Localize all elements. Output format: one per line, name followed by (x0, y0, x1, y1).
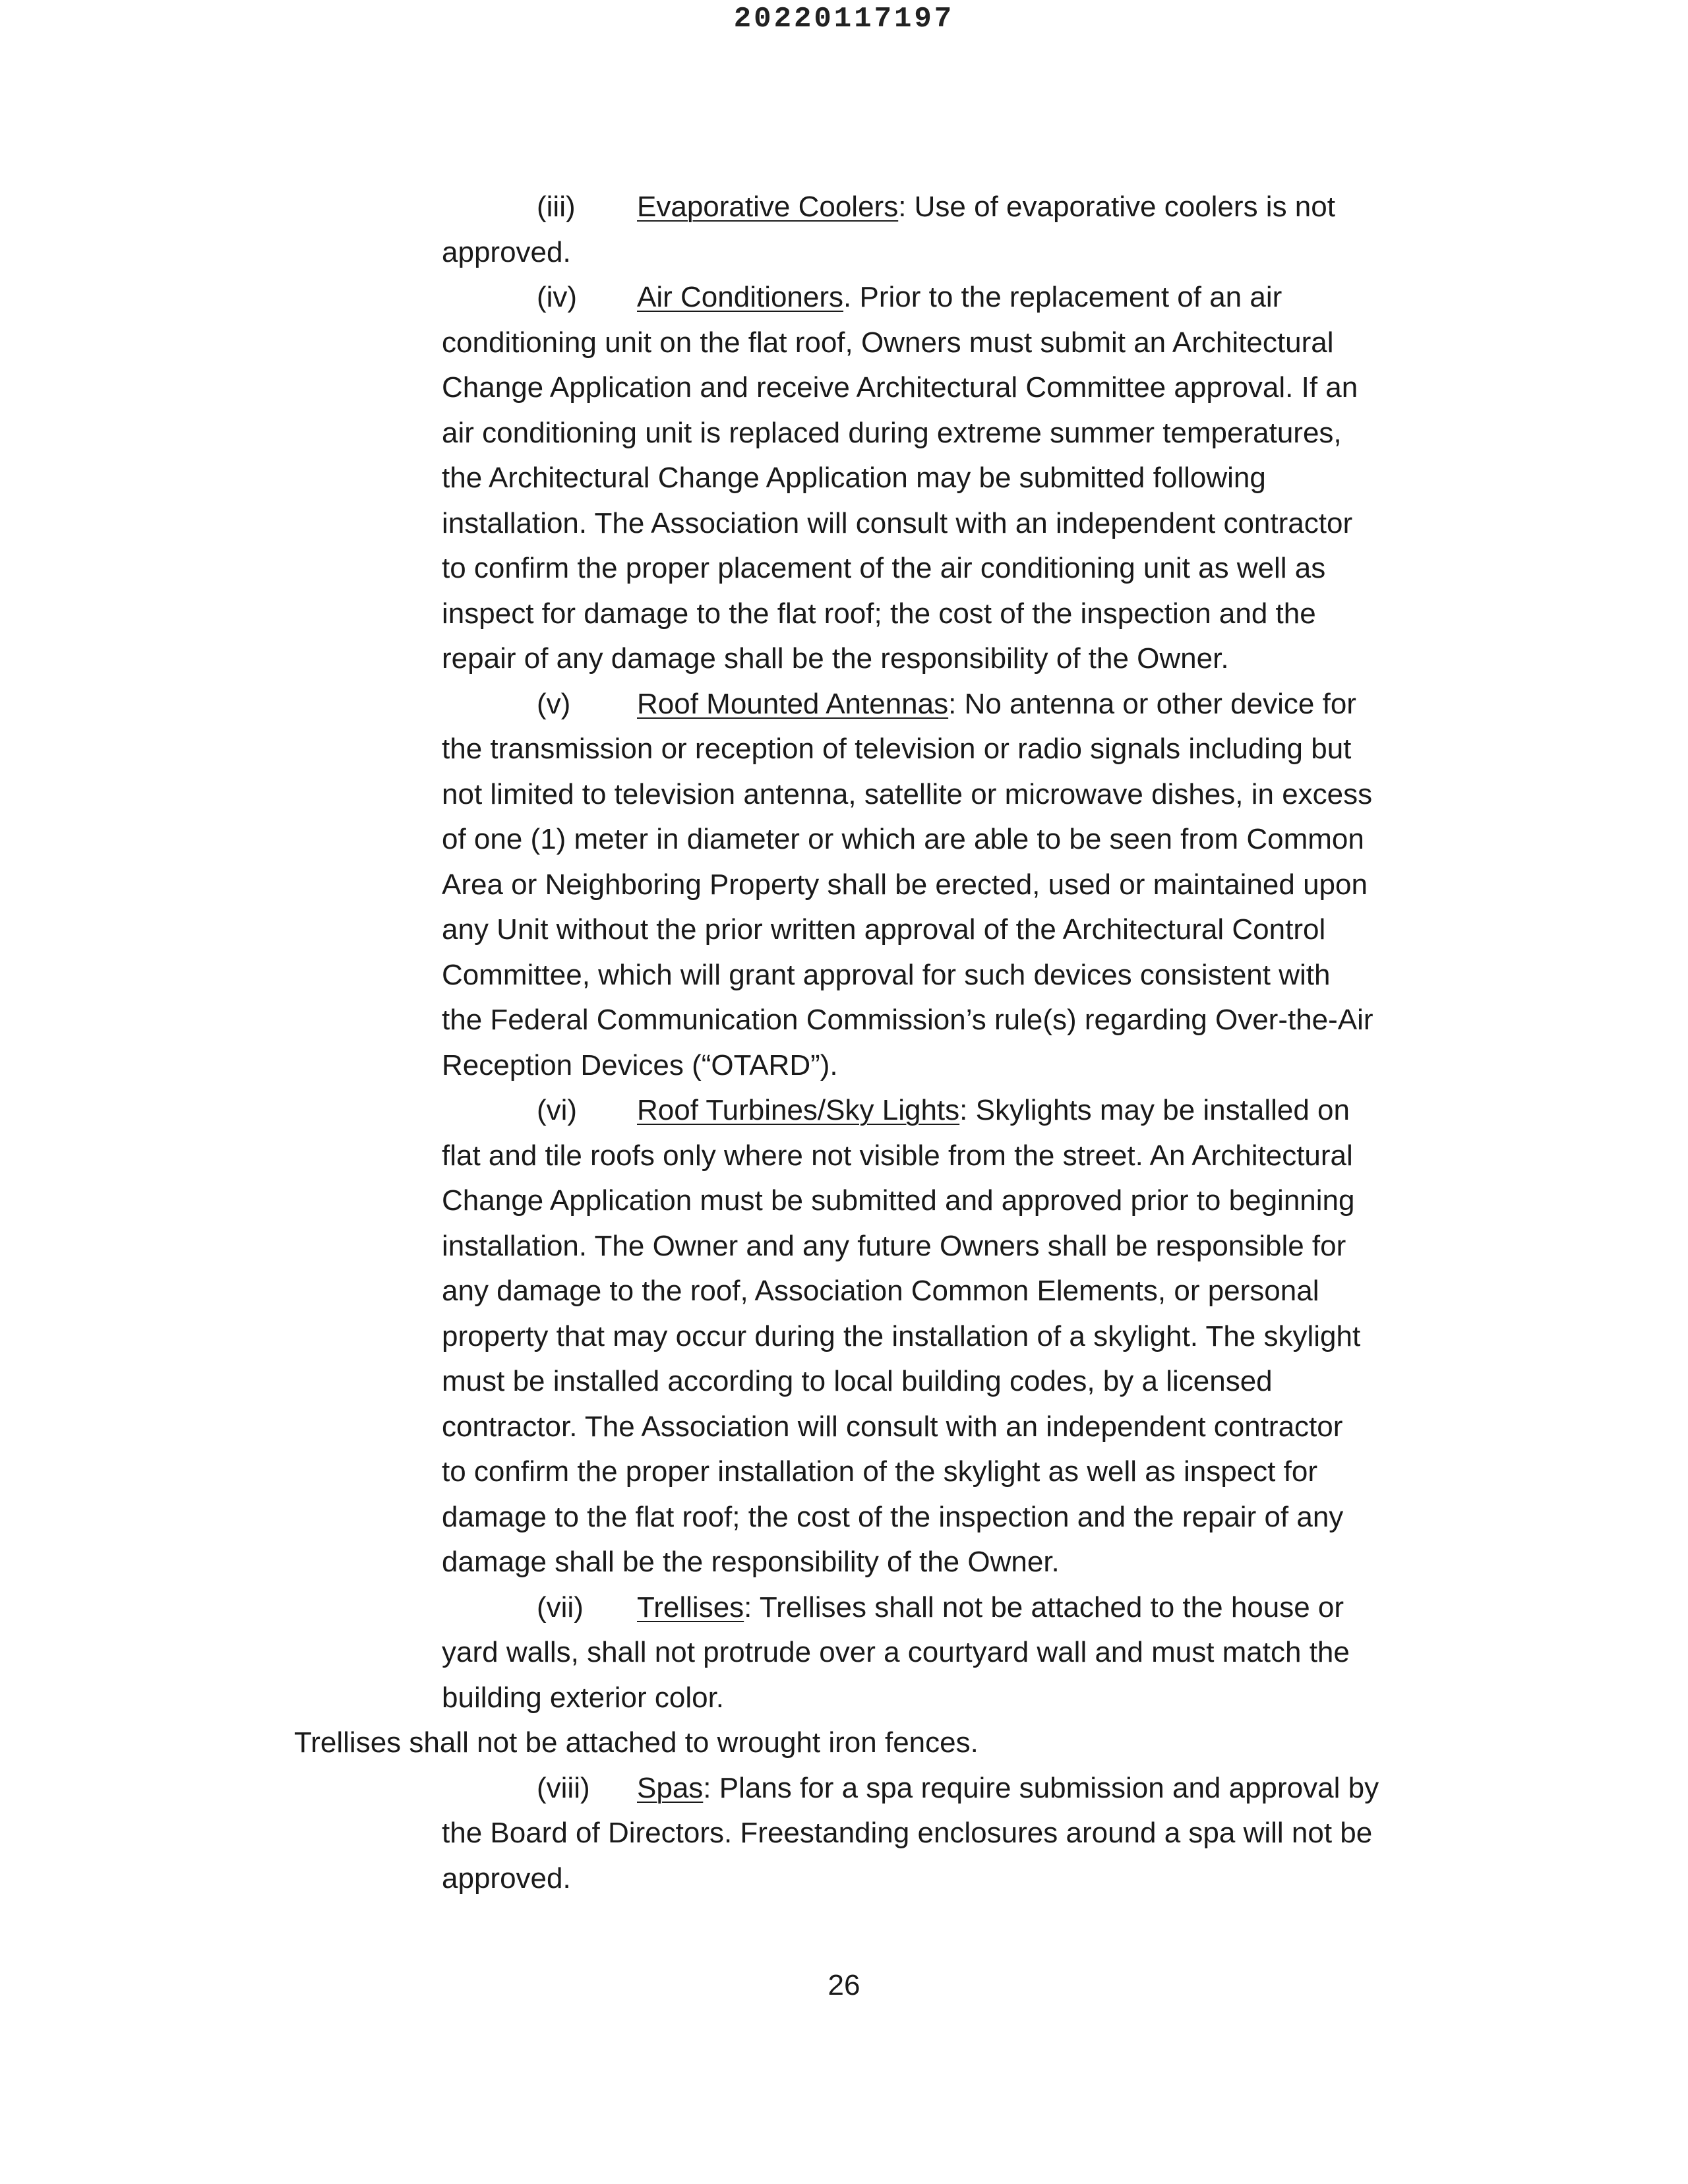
text-span: of one (1) meter in diameter or which are able to be seen from Common (442, 823, 1364, 855)
text-line (0, 727, 1688, 772)
text-span: Reception Devices (“OTARD”). (442, 1048, 838, 1081)
text-line (0, 1856, 1688, 1902)
page-number: 26 (828, 1969, 860, 2001)
item-heading-line (637, 275, 1282, 320)
text-span: building exterior color. (442, 1681, 725, 1714)
text-span: Area or Neighboring Property shall be erected, used or maintained upon (442, 868, 1368, 901)
text-span: repair of any damage shall be the responsibility of the Owner. (442, 642, 1229, 675)
item-text: : No antenna or other device for (948, 687, 1356, 720)
text-span: the Board of Directors. Freestanding enclosures around a spa will not be (442, 1817, 1373, 1849)
item-viii-first-line (0, 1766, 1688, 1811)
text-span: any damage to the roof, Association Common Elements, or personal (442, 1275, 1319, 1307)
text-line (0, 907, 1688, 953)
text-span: damage shall be the responsibility of the Owner. (442, 1546, 1060, 1578)
item-heading: Spas (637, 1771, 704, 1804)
text-span: installation. The Owner and any future Owners shall be responsible for (442, 1229, 1346, 1262)
item-text: . Prior to the replacement of an air (843, 281, 1282, 313)
item-text: : Plans for a spa require submission and approval by (703, 1771, 1379, 1804)
text-line (0, 1314, 1688, 1360)
text-line (0, 863, 1688, 908)
item-vii-first-line (0, 1585, 1688, 1631)
text-span: the Architectural Change Application may be submitted following (442, 462, 1266, 494)
text-line (0, 320, 1688, 366)
text-span: Change Application must be submitted and approved prior to beginning (442, 1184, 1355, 1217)
item-number: (iv) (537, 281, 578, 313)
text-span: contractor. The Association will consult with an independent contractor (442, 1410, 1343, 1443)
text-span: approved. (442, 235, 571, 268)
text-line (0, 546, 1688, 592)
item-heading: Roof Turbines/Sky Lights (637, 1094, 960, 1126)
item-heading: Trellises (637, 1591, 744, 1623)
outdented-line (0, 1720, 1688, 1766)
text-line (0, 998, 1688, 1043)
item-number: (viii) (537, 1771, 590, 1804)
text-line (0, 1405, 1688, 1450)
item-number: (vi) (537, 1094, 578, 1126)
item-heading-line (637, 682, 1356, 727)
text-span: property that may occur during the installation of a skylight. The skylight (442, 1320, 1361, 1352)
text-line (0, 1676, 1688, 1721)
document-number: 20220117197 (733, 3, 955, 36)
text-line (0, 1043, 1688, 1089)
item-number: (iii) (537, 191, 576, 223)
text-span: approved. (442, 1862, 571, 1895)
item-number: (vii) (537, 1591, 584, 1623)
item-heading-line (637, 185, 1335, 230)
text-span: the Federal Communication Commission’s rule(s) regarding Over-the-Air (442, 1004, 1373, 1036)
text-line (0, 1495, 1688, 1540)
text-line (0, 1224, 1688, 1269)
text-line (0, 1359, 1688, 1405)
item-v-first-line (0, 682, 1688, 727)
text-line (0, 365, 1688, 411)
text-span: inspect for damage to the flat roof; the cost of the inspection and the (442, 597, 1316, 630)
item-iii-first-line (0, 185, 1688, 230)
item-heading-line (637, 1088, 1350, 1134)
text-line (0, 1630, 1688, 1676)
text-line (0, 1811, 1688, 1856)
text-span: damage to the flat roof; the cost of the inspection and the repair of any (442, 1500, 1344, 1533)
item-heading: Evaporative Coolers (637, 191, 899, 223)
text-span: must be installed according to local building codes, by a licensed (442, 1365, 1273, 1397)
item-heading: Roof Mounted Antennas (637, 687, 949, 720)
text-line (0, 1134, 1688, 1179)
item-heading-line (637, 1585, 1344, 1631)
item-text: : Trellises shall not be attached to the house or (744, 1591, 1344, 1623)
text-line (0, 772, 1688, 818)
item-heading: Air Conditioners (637, 281, 844, 313)
item-iv-first-line (0, 275, 1688, 320)
text-line (0, 1269, 1688, 1314)
text-span: conditioning unit on the flat roof, Owners must submit an Architectural (442, 326, 1334, 359)
text-span: to confirm the proper installation of the skylight as well as inspect for (442, 1455, 1317, 1488)
item-text: : Use of evaporative coolers is not (898, 191, 1335, 223)
text-line (0, 636, 1688, 682)
text-span: Change Application and receive Architectural Committee approval. If an (442, 371, 1358, 404)
text-line (0, 592, 1688, 637)
text-line (0, 1540, 1688, 1585)
text-span: the transmission or reception of television or radio signals including but (442, 733, 1352, 765)
item-number: (v) (537, 687, 571, 720)
item-heading-line (637, 1766, 1379, 1811)
text-span: installation. The Association will consult with an independent contractor (442, 506, 1353, 539)
text-span: to confirm the proper placement of the air conditioning unit as well as (442, 552, 1326, 584)
text-line (0, 456, 1688, 501)
text-line (0, 1449, 1688, 1495)
item-text: : Skylights may be installed on (959, 1094, 1350, 1126)
text-span: air conditioning unit is replaced during extreme summer temperatures, (442, 416, 1342, 449)
text-line (0, 501, 1688, 547)
text-line (0, 953, 1688, 998)
document-body (0, 185, 1688, 1901)
text-line (0, 230, 1688, 276)
text-span: not limited to television antenna, satellite or microwave dishes, in excess (442, 777, 1373, 810)
text-span: Trellises shall not be attached to wrought iron fences. (294, 1726, 979, 1759)
text-span: Committee, which will grant approval for such devices consistent with (442, 958, 1331, 991)
text-line (0, 817, 1688, 863)
text-span: yard walls, shall not protrude over a courtyard wall and must match the (442, 1636, 1350, 1668)
text-span: any Unit without the prior written approval of the Architectural Control (442, 913, 1326, 946)
text-span: flat and tile roofs only where not visible from the street. An Architectural (442, 1139, 1353, 1172)
text-line (0, 411, 1688, 456)
item-vi-first-line (0, 1088, 1688, 1134)
text-line (0, 1178, 1688, 1224)
